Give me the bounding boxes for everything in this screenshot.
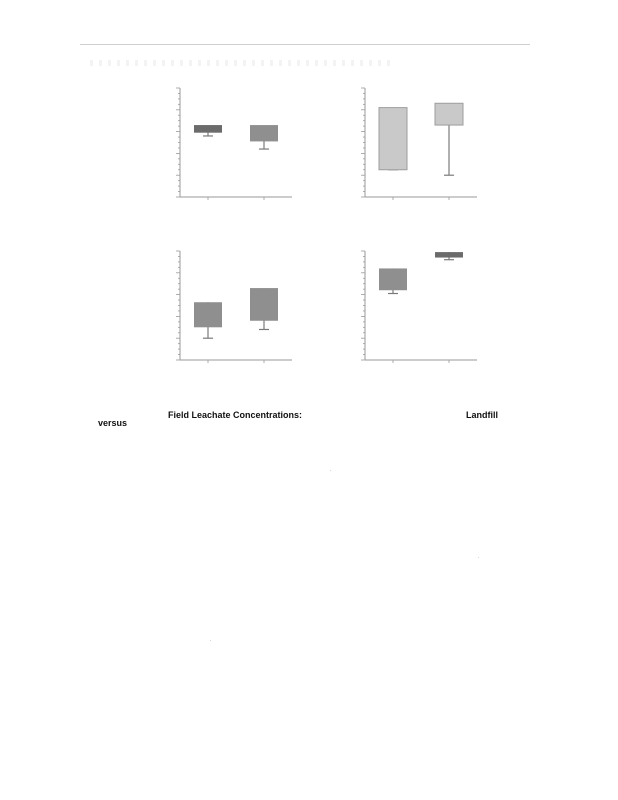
box-iqr xyxy=(379,268,407,290)
faint-scan-line xyxy=(90,60,390,66)
boxplot-panel-bottom-left xyxy=(140,243,300,368)
scan-speck xyxy=(330,470,331,471)
figure-caption-title: Field Leachate Concentrations: xyxy=(168,410,303,420)
box-iqr xyxy=(194,125,222,133)
box-iqr xyxy=(250,125,278,141)
box-iqr xyxy=(194,302,222,327)
box-iqr xyxy=(250,288,278,321)
figure-caption-right-word: Landfill xyxy=(466,410,498,420)
boxplot-svg xyxy=(325,80,485,205)
boxplot-panel-top-right xyxy=(325,80,485,205)
scan-speck xyxy=(478,557,479,558)
figure-caption-left-word: versus xyxy=(98,418,128,428)
scan-speck xyxy=(210,640,211,641)
boxplot-panel-top-left xyxy=(140,80,300,205)
boxplot-svg xyxy=(140,243,300,368)
box-iqr xyxy=(435,252,463,257)
box-iqr xyxy=(435,103,463,125)
box-iqr xyxy=(379,108,407,170)
header-rule xyxy=(80,44,530,45)
boxplot-svg xyxy=(140,80,300,205)
boxplot-panel-bottom-right xyxy=(325,243,485,368)
boxplot-svg xyxy=(325,243,485,368)
